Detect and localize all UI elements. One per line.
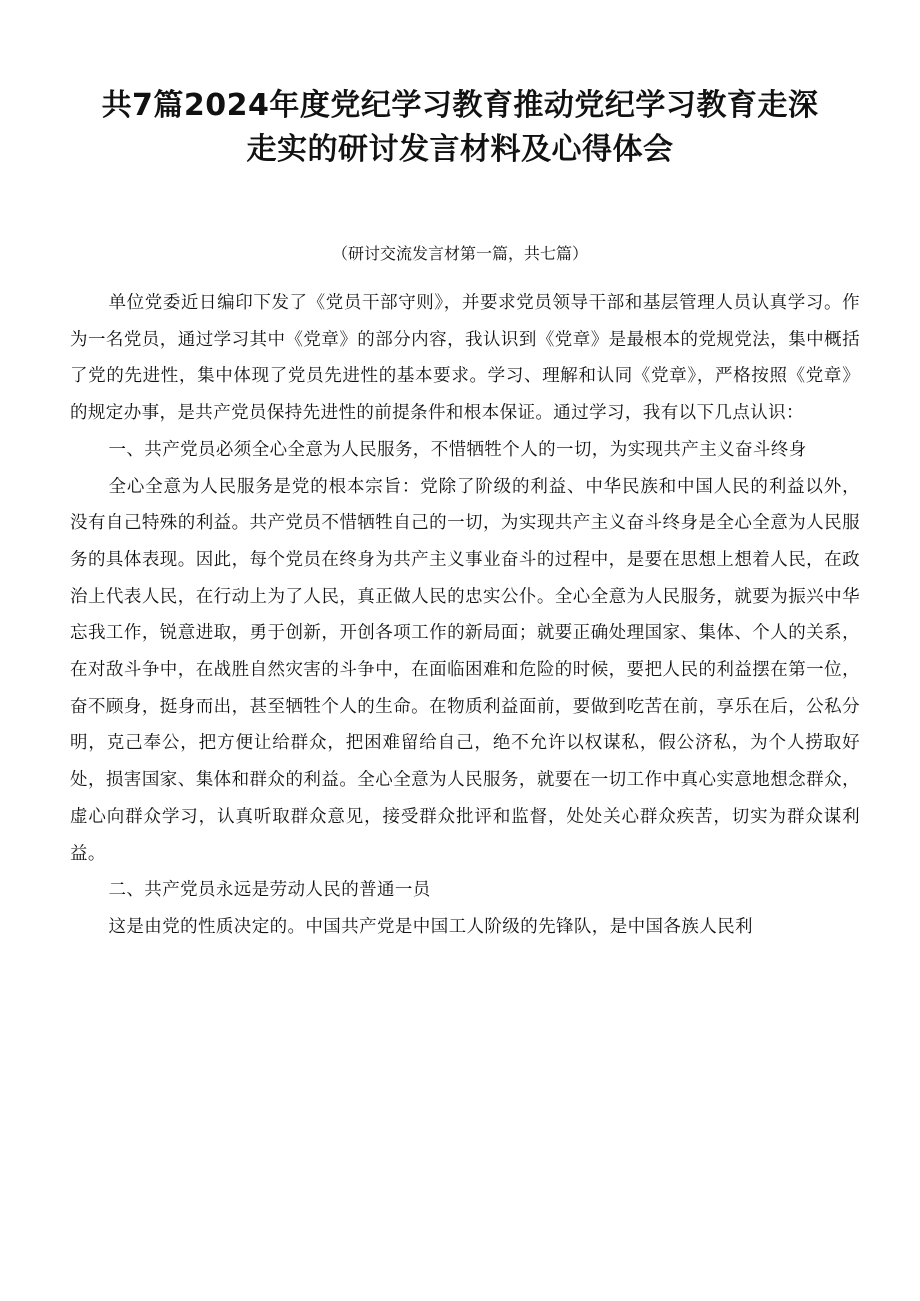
section-1-paragraph: 全心全意为人民服务是党的根本宗旨：党除了阶级的利益、中华民族和中国人民的利益以外，没有自己特殊的利益。共产党员不惜牺牲自己的一切，为实现共产主义奋斗终身是全心全意为人民服务的具体表现。因此，每个党员在终身为共产主义事业奋斗的过程中，是要在思想上想着人民，在政治上代表人民，在行动上为了人民，真正做人民的忠实公仆。全心全意为人民服务，就要为振兴中华忘我工作，锐意进取，勇于创新，开创各项工作的新局面；就要正确处理国家、集体、个人的关系，在对敌斗争中，在战胜自然灾害的斗争中，在面临困难和危险的时候，要把人民的利益摆在第一位，奋不顾身，挺身而出，甚至牺牲个人的生命。在物质利益面前，要做到吃苦在前，享乐在后，公私分明，克己奉公，把方便让给群众，把困难留给自己，绝不允许以权谋私，假公济私，为个人捞取好处，损害国家、集体和群众的利益。全心全意为人民服务，就要在一切工作中真心实意地想念群众，虚心向群众学习，认真听取群众意见，接受群众批评和监督，处处关心群众疾苦，切实为群众谋利益。: [70, 476, 860, 864]
section-heading-1: 一、共产党员必须全心全意为人民服务，不惜牺牲个人的一切，为实现共产主义奋斗终身: [108, 439, 807, 460]
intro-paragraph: 单位党委近日编印下发了《党员干部守则》，并要求党员领导干部和基层管理人员认真学习。作为一名党员，通过学习其中《党章》的部分内容，我认识到《党章》是最根本的党规党法，集中概括了党的先进性，集中体现了党员先进性的基本要求。学习、理解和认同《党章》，严格按照《党章》的规定办事，是共产党员保持先进性的前提条件和根本保证。通过学习，我有以下几点认识：: [70, 293, 860, 424]
section-2-paragraph: 这是由党的性质决定的。中国共产党是中国工人阶级的先锋队，是中国各族人民利: [108, 916, 753, 937]
document-body: [70, 285, 860, 946]
section-heading-2: 二、共产党员永远是劳动人民的普通一员: [108, 880, 431, 901]
document-subtitle: （研讨交流发言材第一篇，共七篇）: [331, 244, 588, 263]
title-line-2: 走实的研讨发言材料及心得体会: [246, 132, 674, 167]
title-line-1: 共7篇2024年度党纪学习教育推动党纪学习教育走深: [101, 88, 819, 123]
document-title: [60, 84, 860, 172]
